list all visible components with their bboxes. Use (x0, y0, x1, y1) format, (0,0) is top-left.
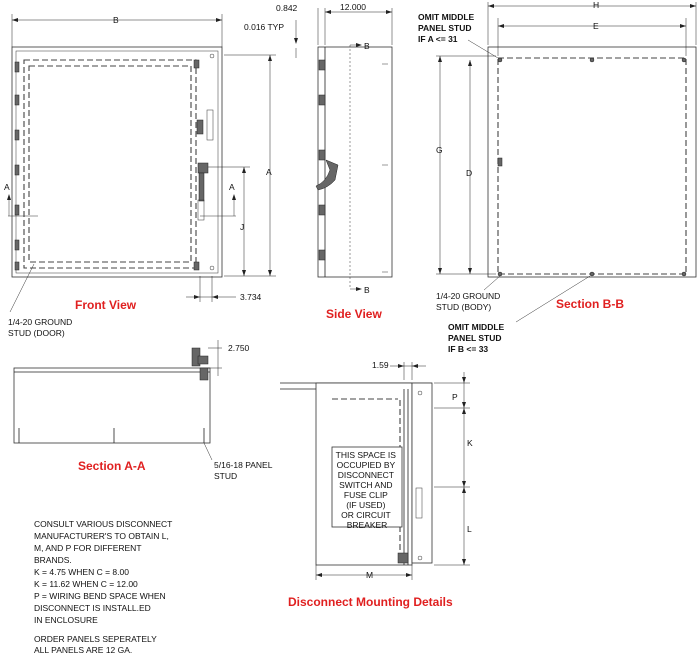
omit-stud-a-label: OMIT MIDDLE PANEL STUD IF A <= 31 (418, 12, 475, 44)
side-dim-12000: 12.000 (340, 2, 366, 12)
disc-dim-m: M (366, 570, 374, 580)
order-panels-note: ORDER PANELS SEPERATELY ALL PANELS ARE 12 GA. (34, 634, 157, 655)
disc-dim-159: 1.59 (372, 360, 389, 370)
section-aa-title: Section A-A (78, 459, 146, 473)
front-dim-b: B (113, 15, 119, 25)
omit-stud-b-label: OMIT MIDDLE PANEL STUD IF B <= 33 (448, 322, 505, 354)
side-view-title: Side View (326, 307, 382, 321)
disc-dim-p: P (452, 392, 458, 402)
disconnect-door (412, 383, 432, 563)
front-dim-3734: 3.734 (240, 292, 262, 302)
bb-dim-g: G (436, 145, 443, 155)
front-view-title: Front View (75, 298, 137, 312)
section-a-left-label: A (4, 182, 10, 192)
front-dim-j: J (240, 222, 245, 232)
section-a-right-label: A (229, 182, 235, 192)
side-dim-0842: 0.842 (276, 3, 298, 13)
side-dim-0016: 0.016 TYP (244, 22, 285, 32)
section-bb (418, 0, 696, 354)
bb-dim-h: H (593, 0, 600, 10)
side-view (244, 2, 392, 321)
front-dim-a: A (266, 167, 272, 177)
disconnect-title: Disconnect Mounting Details (288, 595, 453, 609)
section-aa (14, 340, 275, 481)
section-b-top-label: B (364, 41, 370, 51)
disconnect-space-text: THIS SPACE IS OCCUPIED BY DISCONNECT SWITCH AND FUSE CLIP (IF USED) OR CIRCUIT BREAKER (335, 450, 396, 530)
disc-dim-k: K (467, 438, 473, 448)
bb-dim-d: D (466, 168, 473, 178)
panel-stud-label: 5/16-18 PANEL STUD (214, 460, 273, 481)
section-bb-title: Section B-B (556, 297, 625, 311)
disc-dim-l: L (467, 524, 472, 534)
bb-dim-e: E (593, 21, 599, 31)
ground-stud-door-label: 1/4-20 GROUND STUD (DOOR) (8, 317, 73, 338)
aa-dim-2750: 2.750 (228, 343, 250, 353)
section-b-bottom-label: B (364, 285, 370, 295)
notes-block: CONSULT VARIOUS DISCONNECT MANUFACTURER'S TO OBTAIN L, M, AND P FOR DIFFERENT BRANDS. K = 4.75 WHEN C = 8.00 K = 11.62 WHEN C = 12.00 P = WIRING BEND SPACE WHEN DISCONNECT IS INSTALL.ED IN ENCLOSURE (34, 519, 173, 625)
section-bb-outline (488, 47, 696, 277)
disconnect-mounting (280, 360, 473, 609)
front-view (4, 14, 276, 338)
section-aa-outline (14, 368, 210, 443)
ground-stud-body-label: 1/4-20 GROUND STUD (BODY) (436, 291, 501, 312)
